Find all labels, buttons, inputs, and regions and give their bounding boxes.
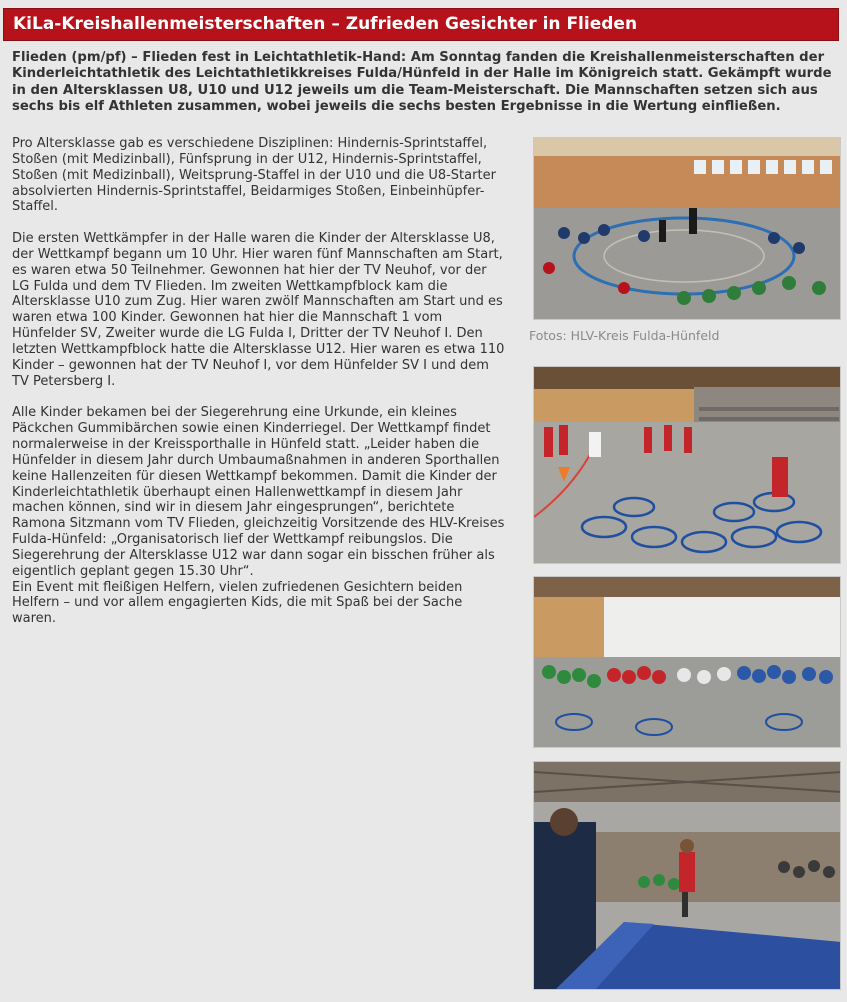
photo-hall-circle — [533, 137, 841, 320]
article-title: KiLa-Kreishallenmeisterschaften – Zufrieden Gesichter in Flieden — [13, 14, 638, 34]
photo-kids-seated — [533, 576, 841, 748]
photo-jump-mat — [533, 761, 841, 990]
article-title-bar — [3, 8, 839, 41]
article-body — [12, 136, 508, 643]
article-paragraph: Alle Kinder bekamen bei der Siegerehrung eine Urkunde, ein kleines Päckchen Gummibärchen sowie einen Kinderriegel. Der Wettkampf findet normalerweise in der Kreissporthalle in Hünfeld statt. „Leider haben die Hünfelder in diesem Jahr durch Umbaumaßnahmen in anderen Sporthallen keine Hallenzeiten für diesen Wettkampf bekommen. Damit die Kinder der Kinderleichtathletik überhaupt einen Hallenwettkampf in diesem Jahr machen können, sind wir in diesem Jahr eingesprungen“, berichtete Ramona Sitzmann vom TV Flieden, gleichzeitig Vorsitzende des HLV-Kreises Fulda-Hünfeld: „Organisatorisch lief der Wettkampf reibungslos. Die Siegerehrung der Altersklasse U12 war dann sogar ein bisschen früher als eigentlich geplant gegen 15.30 Uhr“. — [12, 405, 505, 579]
article-paragraph: Ein Event mit fleißigen Helfern, vielen zufriedenen Gesichtern beiden Helfern – und vor allem engagierten Kids, die mit Spaß bei der Sache waren. — [12, 579, 463, 627]
article-paragraph: Die ersten Wettkämpfer in der Halle waren die Kinder der Altersklasse U8, der Wettkampf begann um 10 Uhr. Hier waren fünf Mannschaften am Start, es waren etwa 50 Teilnehmer. Gewonnen hat hier der TV Neuhof, vor der LG Fulda und dem TV Flieden. Im zweiten Wettkampfblock kam die Altersklasse U10 zum Zug. Hier waren zwölf Mannschaften am Start und es waren etwa 100 Kinder. Gewonnen hat hier die Mannschaft 1 vom Hünfelder SV, Zweiter wurde die LG Fulda I, Dritter der TV Neuhof I. Den letzten Wettkampfblock hatte die Altersklasse U12. Hier waren es etwa 110 Kinder – gewonnen hat der TV Neuhof I, vor dem Hünfelder SV I und dem TV Petersberg I. — [12, 231, 505, 389]
photo-caption: Fotos: HLV-Kreis Fulda-Hünfeld — [529, 328, 720, 343]
article-paragraph: Pro Altersklasse gab es verschiedene Disziplinen: Hindernis-Sprintstaffel, Stoßen (mit Medizinball), Fünfsprung in der U12, Hindernis-Sprintstaffel, Stoßen (mit Medizinball), Weitsprung-Staffel in der U10 und die U8-Starter absolvierten Hindernis-Sprintstaffel, Beidarmiges Stoßen, Einbeinhüpfer-Staffel. — [12, 136, 496, 215]
photo-hurdle-course — [533, 366, 841, 564]
article-lead: Flieden (pm/pf) – Flieden fest in Leichtathletik-Hand: Am Sonntag fanden die Kreishallenmeisterschaften der Kinderleichtathletik des Leichtathletikkreises Fulda/Hünfeld in der Halle im Königreich statt. Gekämpft wurde in den Altersklassen U8, U10 und U12 jeweils um die Team-Meisterschaft. Die Mannschaften setzen sich aus sechs bis elf Athleten zusammen, wobei jeweils die sechs besten Ergebnisse in die Wertung einfließen. — [12, 50, 832, 114]
